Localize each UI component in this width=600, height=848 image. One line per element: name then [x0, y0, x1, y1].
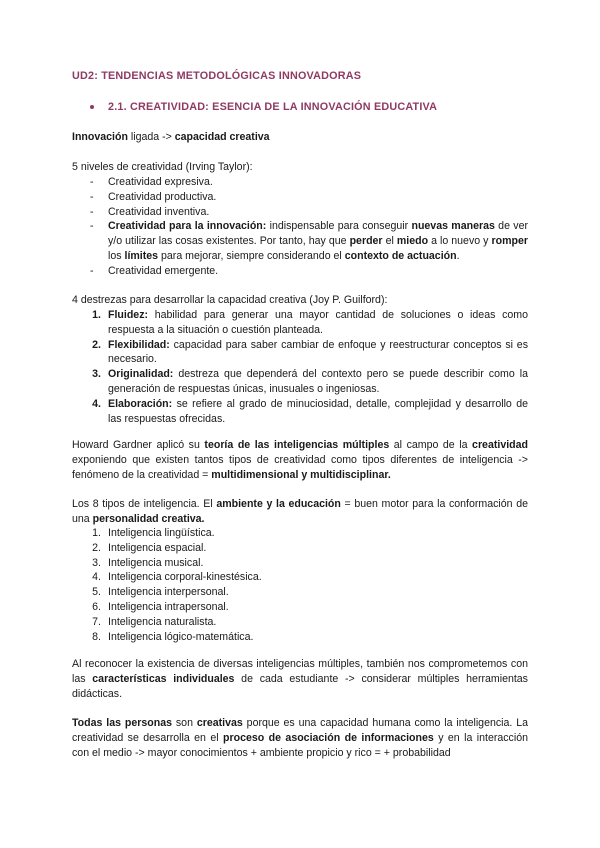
list-number: 2.	[92, 338, 101, 351]
list-item	[72, 526, 528, 541]
list-number: 2.	[92, 541, 101, 554]
text-run: y en la interacción con el medio -> mayor conocimientos + ambiente propicio y rico = + probabilidad	[72, 731, 528, 759]
bold-term: Todas las personas	[72, 717, 172, 729]
list-item	[72, 556, 528, 571]
list-item-text	[108, 219, 528, 263]
bold-term: características individuales	[92, 672, 235, 685]
bold-term: contexto de actuación	[344, 249, 457, 262]
text-run: = buen motor para la conformación de una	[72, 498, 528, 525]
bold-term: Creatividad para la innovación:	[108, 220, 267, 233]
text-run: capacidad para saber cambiar de enfoque y reestructurar conceptos si es necesario.	[108, 338, 528, 366]
list-number: 3.	[92, 368, 101, 381]
bold-term: proceso de asociación de informaciones	[223, 731, 434, 744]
dash-marker: -	[90, 190, 94, 203]
list-number: 8.	[92, 630, 101, 643]
bold-term: Elaboración:	[108, 397, 173, 410]
dash-marker: -	[90, 205, 94, 218]
text-run: indispensable para conseguir	[266, 220, 412, 233]
text-run: de cada estudiante -> considerar múltiples herramientas didácticas.	[72, 672, 528, 700]
gardner-paragraph	[72, 438, 528, 482]
innovacion-text: ligada ->	[127, 131, 175, 143]
text-run: el	[382, 235, 397, 248]
list-number: 1.	[92, 527, 101, 539]
list-item	[72, 630, 528, 645]
list-item	[72, 308, 528, 338]
bold-term: Flexibilidad:	[108, 338, 170, 351]
list-item-text: Inteligencia espacial.	[108, 541, 207, 554]
list-item	[72, 615, 528, 630]
bold-term: ambiente y la educación	[216, 498, 341, 510]
text-run: se refiere al grado de minuciosidad, detalle, complejidad y desarrollo de las respuestas ofrecidas.	[108, 397, 528, 425]
list-item	[72, 175, 528, 190]
bold-term: teoría de las inteligencias múltiples	[204, 439, 390, 451]
bold-term: creatividad	[472, 439, 528, 451]
text-run: los	[108, 249, 125, 262]
guilford-list	[72, 308, 528, 426]
list-item	[72, 541, 528, 556]
bold-term: perder	[349, 235, 383, 248]
bullet-dot-icon	[90, 105, 94, 109]
inteligencias-list	[72, 526, 528, 644]
text-run: para mejorar, siempre considerando el	[158, 249, 345, 262]
text-run: habilidad para generar una mayor cantidad de soluciones o ideas como respuesta a la situación o cuestión planteada.	[108, 309, 528, 336]
text-run: de ver y/o utilizar las cosas existentes. Por tanto, hay que	[108, 220, 528, 248]
list-item	[72, 219, 528, 263]
bold-term: nuevas maneras	[411, 220, 495, 233]
list-item-text	[108, 338, 528, 368]
list-item-text: Inteligencia intrapersonal.	[108, 600, 229, 613]
taylor-intro: 5 niveles de creatividad (Irving Taylor):	[72, 161, 253, 173]
bold-term: multidimensional y multidisciplinar.	[211, 468, 391, 481]
innovacion-paragraph	[72, 130, 528, 145]
list-number: 1.	[92, 309, 101, 321]
bold-term: miedo	[396, 235, 429, 248]
text-run: Howard Gardner aplicó su	[72, 439, 205, 451]
list-item	[72, 205, 528, 220]
list-item-text: Inteligencia lingüística.	[108, 527, 215, 539]
todas-paragraph	[72, 716, 528, 760]
list-item-text: Creatividad inventiva.	[108, 205, 210, 218]
reconocer-paragraph	[72, 657, 528, 701]
list-item	[72, 190, 528, 205]
list-item	[72, 338, 528, 368]
list-item	[72, 397, 528, 427]
list-item	[72, 367, 528, 397]
section-heading-text: 2.1. CREATIVIDAD: ESENCIA DE LA INNOVACIÓN EDUCATIVA	[108, 101, 438, 113]
list-item	[72, 264, 528, 279]
list-item-text: Inteligencia corporal-kinestésica.	[108, 571, 262, 584]
text-run: Los 8 tipos de inteligencia. El	[72, 498, 217, 510]
list-item-text	[108, 367, 528, 397]
text-run: destreza que dependerá del contexto pero se puede describir como la generación de respuestas únicas, inusuales o ingeniosas.	[108, 368, 528, 395]
list-item-text: Creatividad productiva.	[108, 190, 217, 203]
dash-marker: -	[90, 176, 94, 188]
bold-term: Fluidez:	[108, 309, 149, 321]
document-title: UD2: TENDENCIAS METODOLÓGICAS INNOVADORAS	[72, 70, 362, 82]
bold-term: límites	[124, 249, 159, 262]
bold-term: personalidad creativa.	[92, 512, 205, 525]
text-run: porque es una capacidad humana como la inteligencia. La creatividad se desarrolla en el	[72, 717, 528, 744]
bold-term: romper	[491, 235, 528, 248]
dash-marker: -	[90, 264, 94, 277]
capacidad-term: capacidad creativa	[174, 131, 270, 143]
list-item-text: Inteligencia musical.	[108, 556, 204, 569]
list-item-text: Creatividad expresiva.	[108, 176, 213, 188]
text-run: son	[172, 717, 197, 729]
list-number: 7.	[92, 615, 101, 628]
bold-term: creativas	[196, 717, 243, 729]
list-number: 3.	[92, 556, 101, 569]
tipos-paragraph	[72, 497, 528, 527]
text-run: exponiendo que existen tantos tipos de creatividad como tipos diferentes de inteligencia -> fenómeno de la creatividad =	[72, 453, 528, 481]
list-item-text: Creatividad emergente.	[108, 264, 219, 277]
list-item-text: Inteligencia interpersonal.	[108, 586, 229, 599]
guilford-intro: 4 destrezas para desarrollar la capacidad creativa (Joy P. Guilford):	[72, 294, 388, 306]
list-item	[72, 570, 528, 585]
list-number: 4.	[92, 571, 101, 584]
text-run: al campo de la	[389, 439, 473, 451]
list-number: 5.	[92, 586, 101, 599]
taylor-list	[72, 175, 528, 279]
text-run: Al reconocer la existencia de diversas inteligencias múltiples, también nos comprometemos con las	[72, 658, 528, 685]
innovacion-term: Innovación	[72, 131, 128, 143]
dash-marker: -	[90, 220, 94, 233]
list-item-text: Inteligencia naturalista.	[108, 615, 217, 628]
list-item	[72, 600, 528, 615]
list-number: 6.	[92, 600, 101, 613]
section-heading	[90, 101, 437, 113]
list-item-text: Inteligencia lógico-matemática.	[108, 630, 254, 643]
text-run: a lo nuevo y	[428, 235, 492, 248]
list-item	[72, 585, 528, 600]
text-run: .	[456, 249, 460, 262]
list-item-text	[108, 308, 528, 338]
list-item-text	[108, 397, 528, 427]
list-number: 4.	[92, 397, 101, 410]
bold-term: Originalidad:	[108, 368, 174, 381]
